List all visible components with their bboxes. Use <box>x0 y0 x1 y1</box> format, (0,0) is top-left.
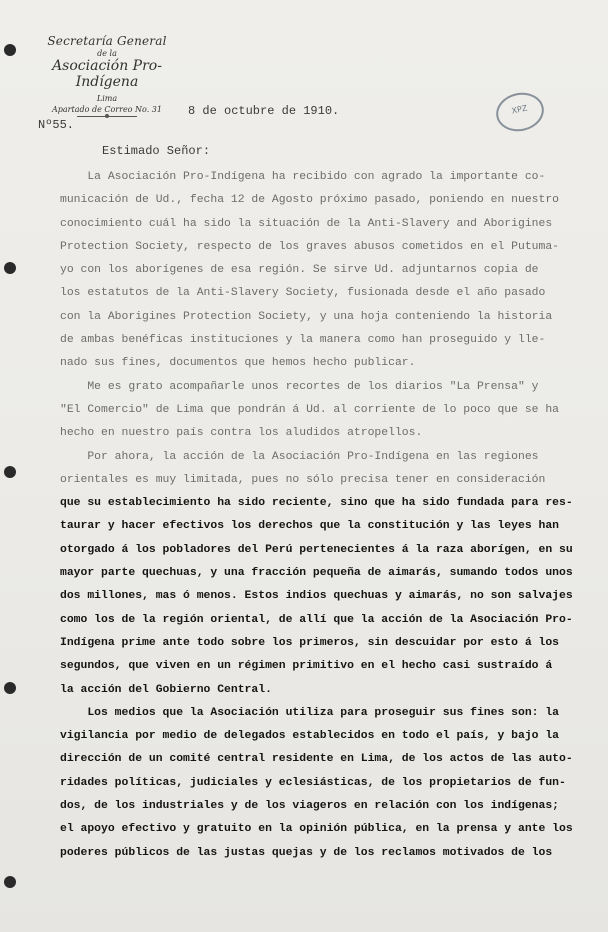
body-line: municación de Ud., fecha 12 de Agosto próximo pasado, poniendo en nuestro <box>60 194 559 207</box>
letter-date: 8 de octubre de 1910. <box>188 104 340 118</box>
body-line: como los de la región oriental, de allí que la acción de la Asociación Pro- <box>60 613 573 626</box>
punch-hole <box>4 682 16 694</box>
punch-hole <box>4 876 16 888</box>
salutation: Estimado Señor: <box>102 144 211 158</box>
body-line: los estatutos de la Anti-Slavery Society, fusionada desde el año pasado <box>60 287 546 300</box>
body-line: Me es grato acompañarle unos recortes de los diarios "La Prensa" y <box>60 380 539 393</box>
body-line: segundos, que viven en un régimen primitivo en el hecho casi sustraído á <box>60 660 553 673</box>
letterhead-address: Apartado de Correo No. 31 <box>52 105 162 114</box>
letterhead-asociacion: Asociación Pro-Indígena <box>52 58 162 90</box>
reference-number: Nº55. <box>38 118 75 132</box>
letter-body <box>60 166 608 865</box>
punch-hole <box>4 466 16 478</box>
body-line: conocimiento cuál ha sido la situación de la Anti-Slavery and Aborigines <box>60 217 553 230</box>
body-line: "El Comercio" de Lima que pondrán á Ud. al corriente de lo poco que se ha <box>60 403 559 416</box>
body-line: hecho en nuestro país contra los aludidos atropellos. <box>60 427 423 440</box>
punch-hole <box>4 262 16 274</box>
letterhead <box>22 34 192 117</box>
body-line: de ambas benéficas instituciones y la manera como han proseguido y lle- <box>60 334 546 347</box>
archive-stamp: XPZ <box>493 88 548 135</box>
body-line: dos, de los industriales y de los viageros en relación con los indígenas; <box>60 800 559 813</box>
body-line: Indígena prime ante todo sobre los primeros, sin descuidar por esto á los <box>60 636 559 649</box>
body-line: Protection Society, respecto de los graves abusos cometidos en el Putuma- <box>60 240 559 253</box>
letterhead-de-la: de la <box>97 49 117 58</box>
body-line: ridades políticas, judiciales y eclesiásticas, de los propietarios de fun- <box>60 776 566 789</box>
body-line: la acción del Gobierno Central. <box>60 683 272 696</box>
body-line: taurar y hacer efectivos los derechos que la constitución y las leyes han <box>60 520 559 533</box>
body-line: nado sus fines, documentos que hemos hecho publicar. <box>60 357 416 370</box>
body-line: yo con los aborígenes de esa región. Se sirve Ud. adjuntarnos copia de <box>60 264 539 277</box>
body-line: Los medios que la Asociación utiliza para proseguir sus fines son: la <box>60 706 559 719</box>
body-line: con la Aborigines Protection Society, y una hoja conteniendo la historia <box>60 310 553 323</box>
body-line: orientales es muy limitada, pues no sólo precisa tener en consideración <box>60 473 546 486</box>
body-line: Por ahora, la acción de la Asociación Pro-Indígena en las regiones <box>60 450 539 463</box>
letterhead-secretaria: Secretaría General <box>47 34 167 48</box>
body-line: que su establecimiento ha sido reciente, sino que ha sido fundada para res- <box>60 497 573 510</box>
body-line: el apoyo efectivo y gratuito en la opinión pública, en la prensa y ante los <box>60 823 573 836</box>
body-line: dos millones, mas ó menos. Estos indios quechuas y aimarás, no son salvajes <box>60 590 573 603</box>
body-line: mayor parte quechuas, y una fracción pequeña de aimarás, sumando todos unos <box>60 567 573 580</box>
punch-hole <box>4 44 16 56</box>
body-line: vigilancia por medio de delegados establecidos en todo el país, y bajo la <box>60 730 559 743</box>
letterhead-ornament <box>77 116 137 117</box>
letterhead-city: Lima <box>96 94 118 103</box>
body-line: poderes públicos de las justas quejas y de los reclamos motivados de los <box>60 846 553 859</box>
body-line: dirección de un comité central residente en Lima, de los actos de las auto- <box>60 753 573 766</box>
body-line: La Asociación Pro-Indígena ha recibido con agrado la importante co- <box>60 171 546 183</box>
body-line: otorgado á los pobladores del Perú pertenecientes á la raza aborígen, en su <box>60 543 573 556</box>
